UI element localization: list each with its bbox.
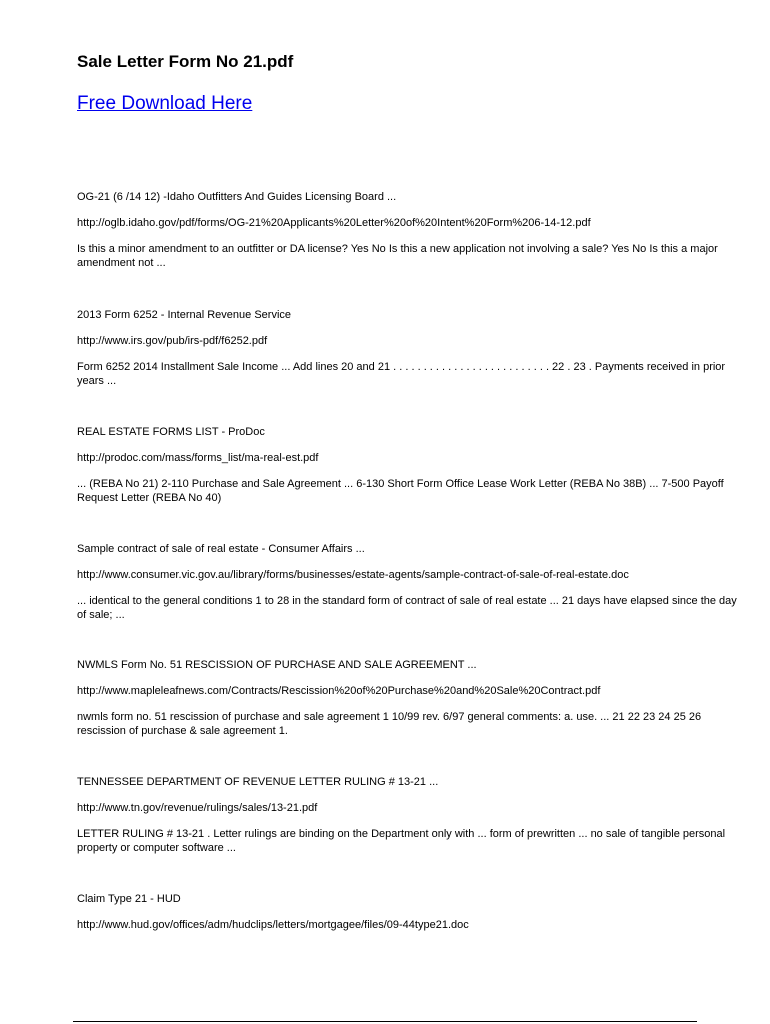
result-url: http://oglb.idaho.gov/pdf/forms/OG-21%20Applicants%20Letter%20of%20Intent%20Form%206-14-12.pdf: [77, 217, 591, 229]
result-title: TENNESSEE DEPARTMENT OF REVENUE LETTER RULING # 13-21 ...: [77, 776, 439, 788]
result-url: http://www.irs.gov/pub/irs-pdf/f6252.pdf: [77, 335, 268, 347]
result-url: http://www.mapleleafnews.com/Contracts/Rescission%20of%20Purchase%20and%20Sale%20Contract.pdf: [77, 685, 601, 697]
result-snippet: ... (REBA No 21) 2-110 Purchase and Sale Agreement ... 6-130 Short Form Office Lease Work Letter (REBA No 38B) ... 7-500 Payoff Request Letter (REBA No 40): [77, 478, 724, 504]
result-url: http://www.hud.gov/offices/adm/hudclips/letters/mortgagee/files/09-44type21.doc: [77, 919, 469, 931]
result-url: http://prodoc.com/mass/forms_list/ma-real-est.pdf: [77, 452, 319, 464]
result-item: [77, 425, 737, 505]
result-title: Claim Type 21 - HUD: [77, 893, 181, 905]
page-title: Sale Letter Form No 21.pdf: [77, 52, 294, 71]
result-title: Sample contract of sale of real estate - Consumer Affairs ...: [77, 543, 365, 555]
result-snippet: Form 6252 2014 Installment Sale Income ... Add lines 20 and 21 . . . . . . . . . . . . . . . . . . . . . . . . . . 22 . 23 . Payments received in prior years ...: [77, 361, 726, 387]
result-url: http://www.tn.gov/revenue/rulings/sales/13-21.pdf: [77, 802, 318, 814]
result-snippet: ... identical to the general conditions 1 to 28 in the standard form of contract of sale of real estate ... 21 days have elapsed since the day of sale; ...: [77, 595, 737, 621]
result-url: http://www.consumer.vic.gov.au/library/forms/businesses/estate-agents/sample-contract-of-sale-of-real-estate.doc: [77, 569, 629, 581]
result-item: [77, 190, 737, 270]
result-item: [77, 658, 737, 738]
result-item: [77, 892, 737, 932]
result-item: [77, 775, 737, 855]
free-download-link[interactable]: Free Download Here: [77, 93, 253, 114]
result-title: 2013 Form 6252 - Internal Revenue Service: [77, 309, 292, 321]
result-item: [77, 308, 737, 388]
result-title: NWMLS Form No. 51 RESCISSION OF PURCHASE AND SALE AGREEMENT ...: [77, 659, 477, 671]
footer-divider: [73, 1021, 697, 1022]
result-item: [77, 542, 737, 622]
result-snippet: Is this a minor amendment to an outfitter or DA license? Yes No Is this a new application not involving a sale? Yes No Is this a major amendment not ...: [77, 243, 718, 269]
result-snippet: LETTER RULING # 13-21 . Letter rulings are binding on the Department only with ... form of prewritten ... no sale of tangible personal property or computer software ...: [77, 828, 726, 854]
result-snippet: nwmls form no. 51 rescission of purchase and sale agreement 1 10/99 rev. 6/97 general comments: a. use. ... 21 22 23 24 25 26 rescission of purchase & sale agreement 1.: [77, 711, 702, 737]
result-title: REAL ESTATE FORMS LIST - ProDoc: [77, 426, 265, 438]
result-title: OG-21 (6 /14 12) -Idaho Outfitters And Guides Licensing Board ...: [77, 191, 397, 203]
